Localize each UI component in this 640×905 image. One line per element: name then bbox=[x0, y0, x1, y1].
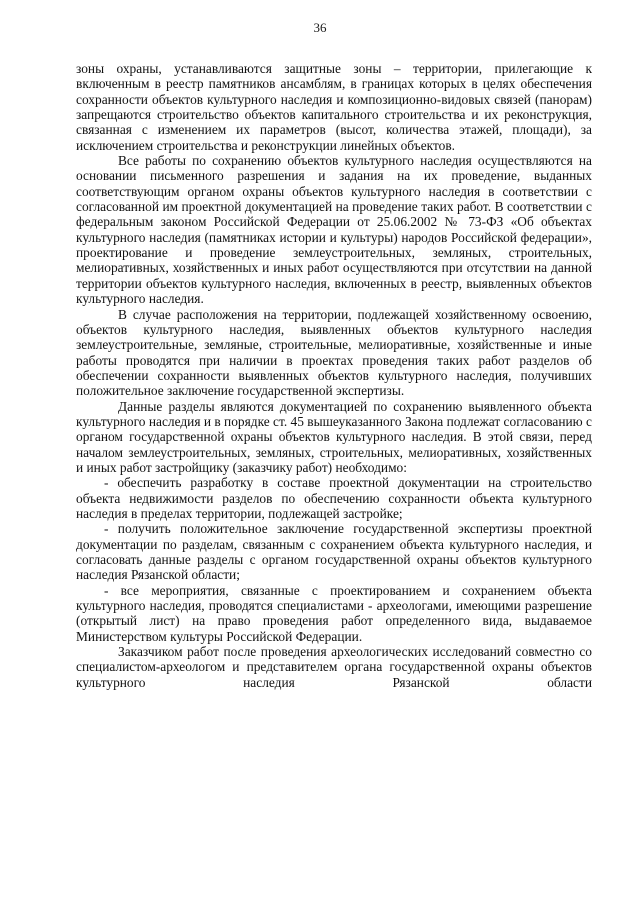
list-item-1: - обеспечить разработку в составе проектной документации на строительство объекта недвижимости разделов по обеспечению сохранности объекта культурного наследия в пределах территории, подлежащей застройке; bbox=[76, 475, 592, 521]
document-body bbox=[76, 61, 592, 690]
paragraph-4: Данные разделы являются документацией по сохранению выявленного объекта культурного наследия и в порядке ст. 45 вышеуказанного Закона подлежат согласованию с органом государственной охраны объектов культурного наследия. В этой связи, перед началом землеустроительных, земляных, строительных, мелиоративных, хозяйственных и иных работ застройщику (заказчику работ) необходимо: bbox=[76, 398, 592, 475]
page-number: 36 bbox=[313, 20, 327, 35]
list-item-2: - получить положительное заключение государственной экспертизы проектной документации по разделам, связанным с сохранением объекта культурного наследия, и согласовать данные разделы с органом государственной охраны объектов культурного наследия Рязанской области; bbox=[76, 521, 592, 583]
paragraph-2: Все работы по сохранению объектов культурного наследия осуществляются на основании письменного разрешения и задания на их проведение, выданных соответствующим органом охраны объектов культурного наследия в соответствии с согласованной им проектной документацией на проведение таких работ. В соответствии с федеральным законом Российской Федерации от 25.06.2002 № 73-ФЗ «Об объектах культурного наследия (памятниках истории и культуры) народов Российской федерации», проектирование и проведение землеустроительных, земляных, строительных, мелиоративных, хозяйственных и иных работ осуществляются при отсутствии на данной территории объектов культурного наследия, включенных в реестр, выявленных объектов культурного наследия. bbox=[76, 153, 592, 307]
paragraph-1-continuation: зоны охраны, устанавливаются защитные зоны – территории, прилегающие к включенным в реестр памятников ансамблям, в границах которых в целях обеспечения сохранности объектов культурного наследия и композиционно-видовых связей (панорам) запрещаются строительство объектов капитального строительства и их реконструкция, связанная с изменением их параметров (высот, количества этажей, площади), за исключением строительства и реконструкции линейных объектов. bbox=[76, 61, 592, 153]
paragraph-5: Заказчиком работ после проведения археологических исследований совместно со специалистом-археологом и представителем органа государственной охраны объектов культурного наследия Рязанской области bbox=[76, 644, 592, 690]
paragraph-3: В случае расположения на территории, подлежащей хозяйственному освоению, объектов культурного наследия, выявленных объектов культурного наследия землеустроительные, земляные, строительные, мелиоративные, хозяйственные и иные работы проводятся при наличии в проектах проведения таких работ разделов об обеспечении сохранности выявленных объектов культурного наследия, получивших положительное заключение государственной экспертизы. bbox=[76, 306, 592, 399]
list-item-3: - все мероприятия, связанные с проектированием и сохранением объекта культурного наследия, проводятся специалистами - археологами, имеющими разрешение (открытый лист) на право проведения работ определенного вида, выдаваемое Министерством культуры Российской Федерации. bbox=[76, 582, 592, 644]
